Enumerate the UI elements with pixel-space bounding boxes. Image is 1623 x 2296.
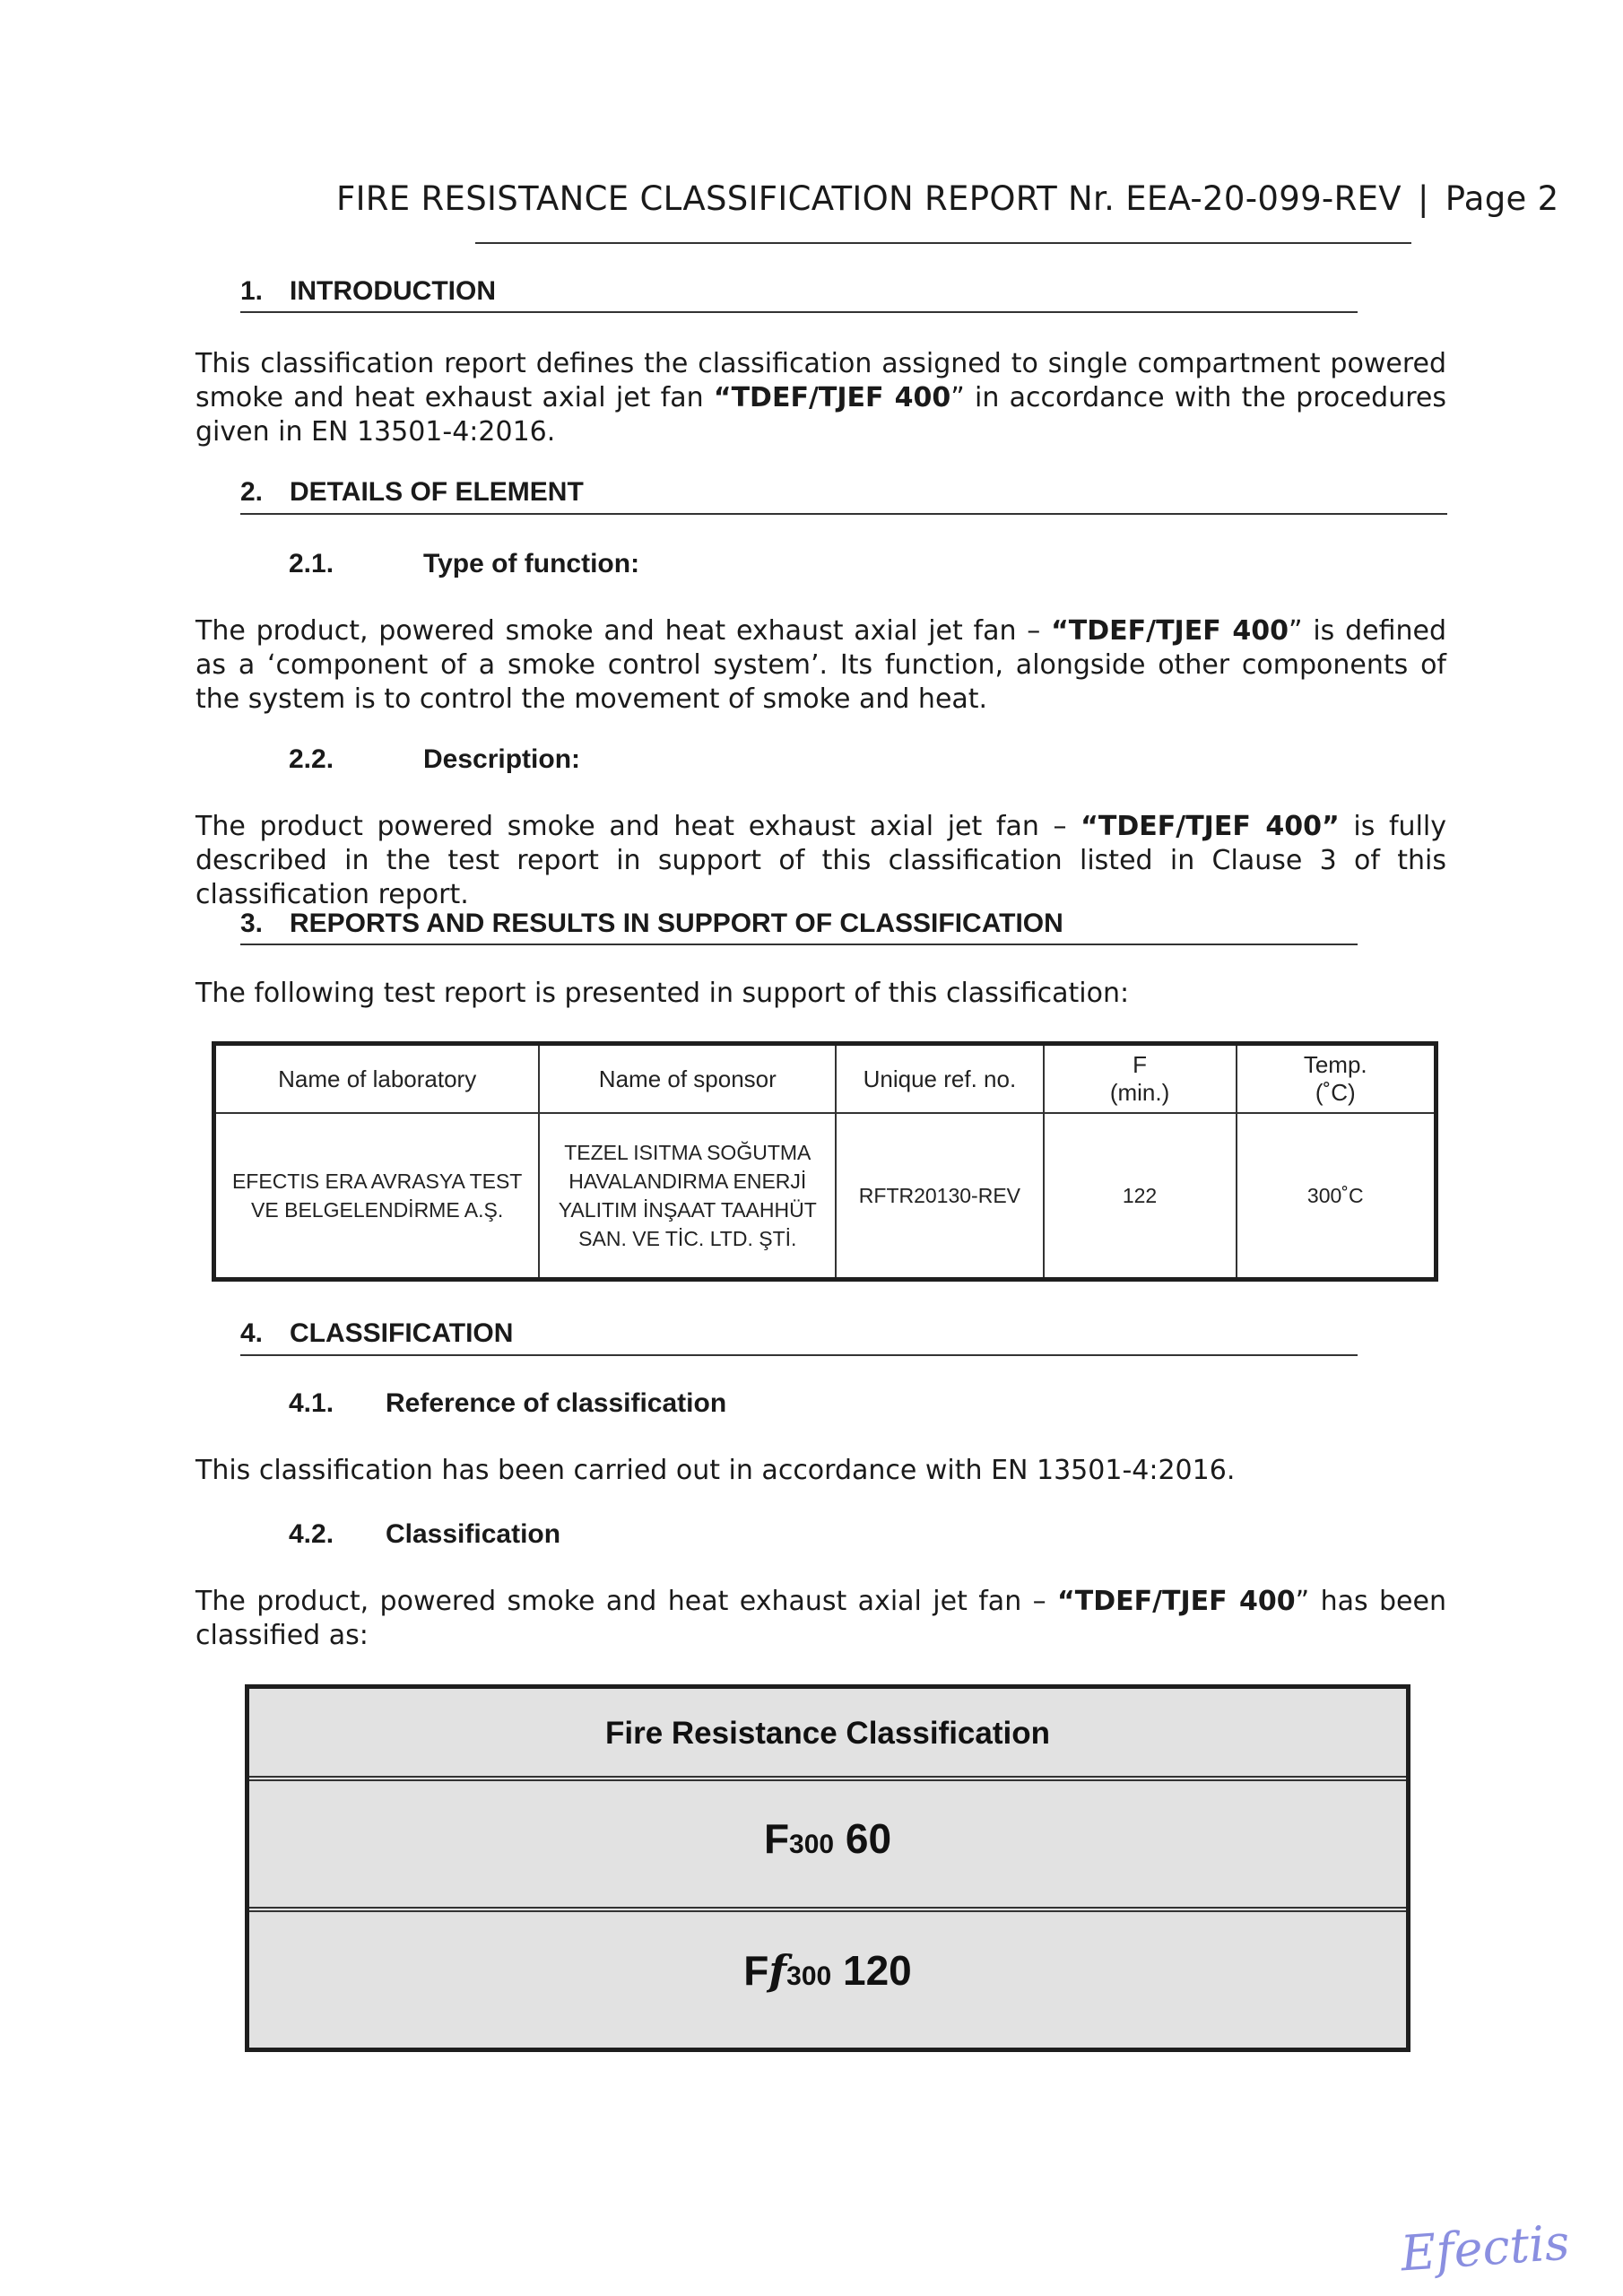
section-4-1-heading: 4.1. Reference of classification (289, 1388, 727, 1418)
header-separator: | (1417, 179, 1429, 218)
classification-divider-2 (249, 1907, 1406, 1912)
cell-laboratory: EFECTIS ERA AVRASYA TEST VE BELGELENDİRME A.Ş. (214, 1113, 540, 1280)
section-2-2-paragraph: The product powered smoke and heat exhaust axial jet fan – “TDEF/TJEF 400” is fully described in the test report in support of this classification listed in Clause 3 of this classification report. (195, 811, 1446, 910)
section-4-2-heading: 4.2. Classification (289, 1519, 561, 1549)
page-header (336, 179, 1559, 218)
header-sponsor: Name of sponsor (539, 1044, 836, 1114)
section-2-1-heading: 2.1. Type of function: (289, 549, 640, 578)
header-divider (475, 242, 1411, 244)
section-4-rule (240, 1354, 1358, 1356)
test-report-table (212, 1041, 1438, 1282)
section-1-paragraph: This classification report defines the classification assigned to single compartment powered smoke and heat exhaust axial jet fan “TDEF/TJEF 400” in accordance with the procedures given in EN 13501-4:2016. (195, 348, 1446, 448)
classification-f300-60: F300 60 (763, 1815, 892, 1862)
section-4-heading: 4. CLASSIFICATION (240, 1318, 514, 1348)
cell-f: 122 (1044, 1113, 1237, 1280)
classification-divider-1 (249, 1776, 1406, 1781)
section-2-heading: 2. DETAILS OF ELEMENT (240, 477, 584, 507)
classification-ff300-120: Ff300 120 (743, 1946, 912, 1995)
table-header-row (214, 1044, 1436, 1114)
section-2-rule (240, 513, 1447, 515)
cell-sponsor: TEZEL ISITMA SOĞUTMA HAVALANDIRMA ENERJİ YALITIM İNŞAAT TAAHHÜT SAN. VE TİC. LTD. ŞTİ. (539, 1113, 836, 1280)
page-number: Page 2 (1445, 179, 1559, 218)
section-1-heading: 1. INTRODUCTION (240, 276, 496, 306)
cell-ref: RFTR20130-REV (836, 1113, 1043, 1280)
section-2-2-heading: 2.2. Description: (289, 744, 581, 774)
header-laboratory: Name of laboratory (214, 1044, 540, 1114)
header-f: F (min.) (1044, 1044, 1237, 1114)
section-3-intro: The following test report is presented in support of this classification: (195, 978, 1130, 1009)
classification-box (245, 1684, 1410, 2052)
section-3-heading: 3. REPORTS AND RESULTS IN SUPPORT OF CLASSIFICATION (240, 909, 1063, 938)
table-row (214, 1113, 1436, 1280)
header-temp: Temp. (˚C) (1237, 1044, 1436, 1114)
test-report-table-wrapper (212, 1041, 1438, 1282)
signature: Efectis (1398, 2213, 1571, 2283)
section-4-1-paragraph: This classification has been carried out in accordance with EN 13501-4:2016. (195, 1455, 1236, 1486)
section-1-rule (240, 311, 1358, 313)
cell-temp: 300˚C (1237, 1113, 1436, 1280)
section-3-rule (240, 944, 1358, 945)
section-4-2-paragraph: The product, powered smoke and heat exhaust axial jet fan – “TDEF/TJEF 400” has been classified as: (195, 1586, 1446, 1651)
classification-title: Fire Resistance Classification (604, 1716, 1051, 1751)
report-title: FIRE RESISTANCE CLASSIFICATION REPORT Nr. EEA-20-099-REV (336, 179, 1402, 218)
header-ref: Unique ref. no. (836, 1044, 1043, 1114)
section-2-1-paragraph: The product, powered smoke and heat exhaust axial jet fan – “TDEF/TJEF 400” is defined as a ‘component of a smoke control system’. Its function, alongside other components of the system is to control the movement of smoke and heat. (195, 615, 1446, 715)
